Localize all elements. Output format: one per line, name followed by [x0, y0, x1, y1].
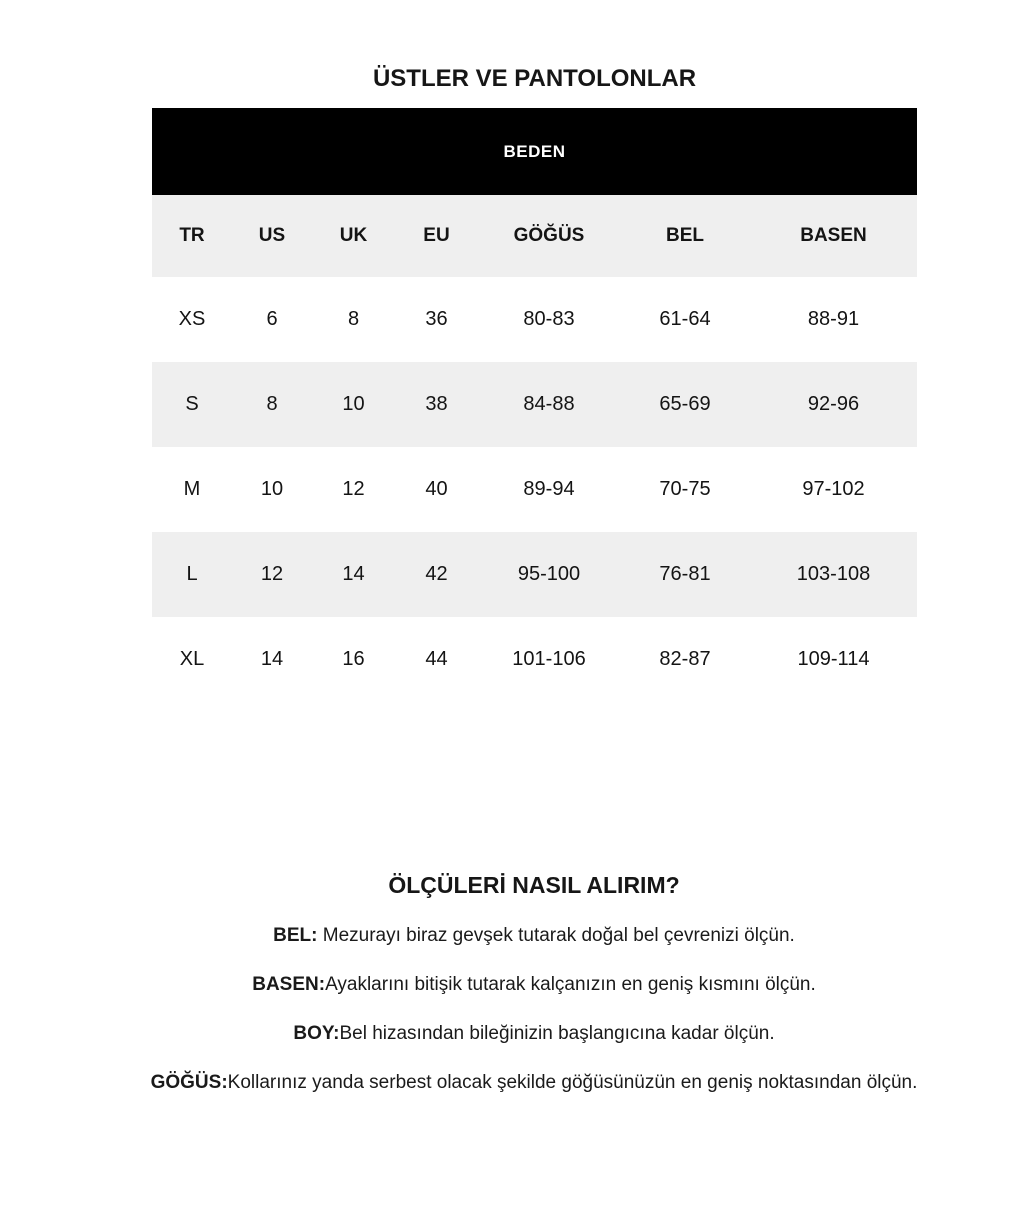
table-cell: 88-91 [807, 308, 860, 330]
column-header-uk: UK [312, 195, 395, 277]
table-cell: 40 [425, 478, 448, 500]
measure-item-label: BEL: [273, 925, 318, 946]
measure-item-label: BASEN: [252, 974, 326, 995]
table-row-s [152, 362, 917, 447]
column-header-gogus: GÖĞÜS [478, 195, 620, 277]
measure-item-text: Bel hizasından bileğinizin başlangıcına kadar ölçün. [339, 1023, 775, 1044]
table-cell: 36 [425, 308, 448, 330]
table-cell: S [185, 393, 199, 415]
table-cell: 92-96 [807, 393, 860, 415]
table-cell: 95-100 [517, 563, 581, 585]
measure-item-boy [44, 1023, 1024, 1044]
table-cell: 12 [342, 478, 365, 500]
table-cell: 61-64 [659, 308, 711, 330]
table-row-xl [152, 617, 917, 702]
table-cell: 10 [260, 478, 284, 500]
table-row-m [152, 447, 917, 532]
column-header-basen: BASEN [750, 195, 917, 277]
table-cell: 16 [342, 648, 365, 670]
column-header-tr: TR [152, 195, 232, 277]
table-cell: 109-114 [797, 648, 870, 670]
column-header-us: US [232, 195, 312, 277]
measure-item-text: Ayaklarını bitişik tutarak kalçanızın en geniş kısmını ölçün. [325, 974, 816, 995]
beden-band [152, 108, 917, 195]
table-cell: 84-88 [523, 393, 575, 415]
table-cell: 42 [425, 563, 448, 585]
table-cell: XL [179, 648, 205, 670]
table-cell: 12 [260, 563, 284, 585]
table-cell: 6 [266, 308, 278, 330]
column-header-bel: BEL [620, 195, 750, 277]
size-chart [152, 64, 917, 702]
table-cell: 82-87 [659, 648, 711, 670]
column-header-eu: EU [395, 195, 478, 277]
table-cell: 14 [342, 563, 365, 585]
table-cell: L [186, 563, 198, 585]
table-cell: M [183, 478, 201, 500]
table-cell: 10 [342, 393, 365, 415]
table-cell: 89-94 [523, 478, 575, 500]
table-cell: 8 [266, 393, 278, 415]
table-cell: 65-69 [659, 393, 711, 415]
table-row-l [152, 532, 917, 617]
measure-item-bel [44, 925, 1024, 946]
table-cell: 70-75 [659, 478, 711, 500]
size-table-header-row [152, 195, 917, 277]
table-cell: 38 [425, 393, 448, 415]
table-cell: 103-108 [796, 563, 871, 585]
measure-item-label: BOY: [293, 1023, 340, 1044]
beden-band-label: BEDEN [503, 141, 566, 161]
measure-item-label: GÖĞÜS: [150, 1072, 228, 1093]
size-table [152, 195, 917, 702]
table-cell: 44 [425, 648, 448, 670]
table-row-xs [152, 277, 917, 362]
table-cell: 76-81 [659, 563, 711, 585]
measure-item-text: Kollarınız yanda serbest olacak şekilde göğüsünüzün en geniş noktasından ölçün. [227, 1072, 918, 1093]
measure-guide-heading: ÖLÇÜLERİ NASIL ALIRIM? [388, 872, 680, 898]
table-cell: 8 [347, 308, 360, 330]
table-cell: 80-83 [523, 308, 575, 330]
measure-item-text: Mezurayı biraz gevşek tutarak doğal bel çevrenizi ölçün. [317, 925, 795, 946]
table-cell: XS [178, 308, 206, 330]
measure-item-gogus [44, 1072, 1024, 1093]
measure-guide [0, 871, 1024, 1093]
table-cell: 14 [260, 648, 284, 670]
page-title: ÜSTLER VE PANTOLONLAR [372, 65, 697, 92]
table-cell: 101-106 [512, 648, 586, 670]
table-cell: 97-102 [802, 478, 865, 500]
measure-item-basen [44, 974, 1024, 995]
